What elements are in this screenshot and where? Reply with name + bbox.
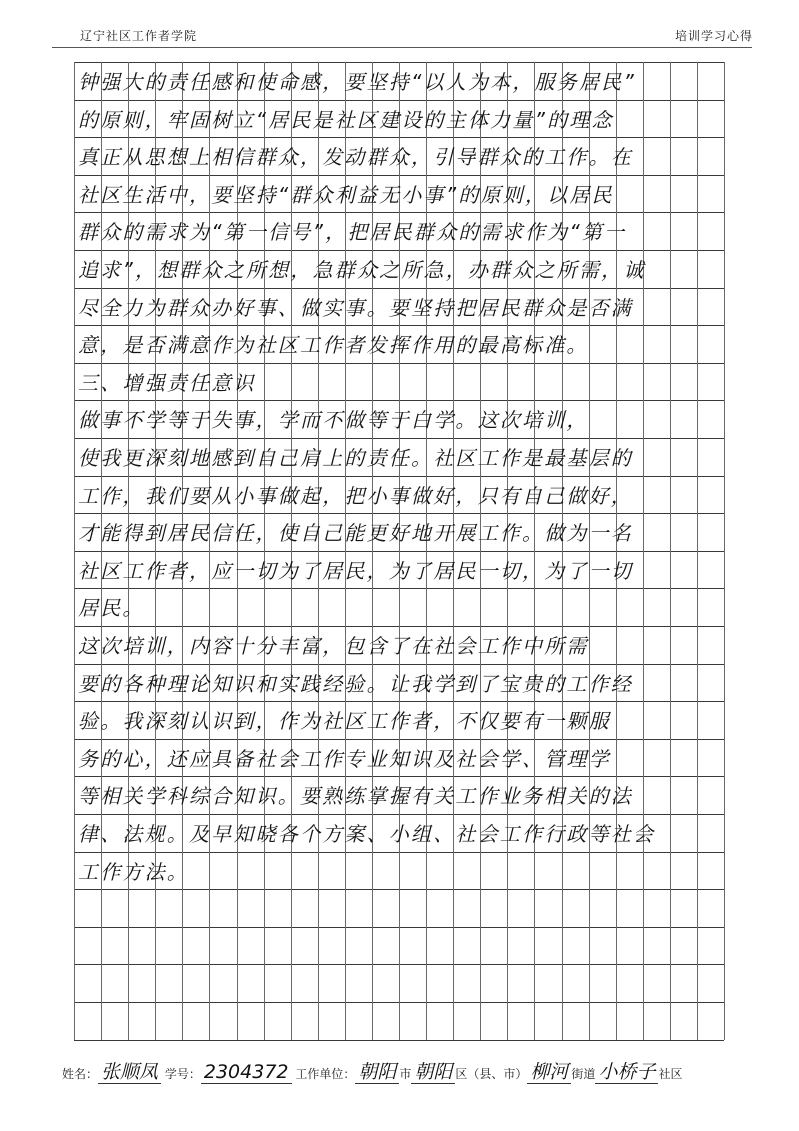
grid-rule <box>74 1040 724 1041</box>
unit-label: 工作单位： <box>295 1067 356 1081</box>
handwritten-line: 居民。 <box>78 596 145 621</box>
handwritten-line: 追求”，想群众之所想，急群众之所急，办群众之所需，诚 <box>78 258 646 282</box>
handwritten-line: 三、增强责任意识 <box>78 370 256 395</box>
handwritten-line: 意，是否满意作为社区工作者发挥作用的最高标准。 <box>78 333 589 358</box>
handwritten-line: 才能得到居民信任，使自己能更好地开展工作。做为一名 <box>78 521 633 546</box>
handwritten-line: 使我更深刻地感到自己肩上的责任。社区工作是最基层的 <box>78 446 633 470</box>
id-value: 2304372 <box>201 1061 292 1084</box>
district-label: 区（县、市） <box>455 1067 528 1081</box>
community-value: 小桥子 <box>595 1061 658 1084</box>
city-label: 市 <box>399 1067 412 1081</box>
handwritten-line: 社区工作者，应一切为了居民，为了居民一切，为了一切 <box>78 558 633 583</box>
handwritten-line: 工作，我们要从小事做起，把小事做好，只有自己做好， <box>78 483 633 508</box>
handwritten-line: 社区生活中，要坚持“群众利益无小事”的原则，以居民 <box>78 182 614 207</box>
handwritten-line: 验。我深刻认识到，作为社区工作者，不仅要有一颗服 <box>78 709 611 734</box>
handwritten-line: 尽全力为群众办好事、做实事。要坚持把居民群众是否满 <box>78 295 633 320</box>
grid-column-rule <box>724 62 725 1040</box>
handwritten-line: 真正从思想上相信群众，发动群众，引导群众的工作。在 <box>78 145 633 170</box>
writing-grid <box>74 62 724 1039</box>
handwritten-line: 等相关学科综合知识。要熟练掌握有关工作业务相关的法 <box>78 784 633 809</box>
handwritten-line: 做事不学等于失事，学而不做等于白学。这次培训， <box>78 408 589 433</box>
grid-column-rule <box>74 62 75 1040</box>
handwritten-line: 工作方法。 <box>78 859 189 884</box>
handwritten-line: 群众的需求为“第一信号”，把居民群众的需求作为“第一 <box>78 220 627 245</box>
community-label: 社区 <box>658 1067 683 1081</box>
city-value: 朝阳 <box>355 1061 399 1084</box>
handwritten-line: 这次培训，内容十分丰富，包含了在社会工作中所需 <box>78 634 589 658</box>
handwritten-line: 律、法规。及早知晓各个方案、小组、社会工作行政等社会 <box>78 822 656 846</box>
street-value: 柳河 <box>527 1061 571 1084</box>
street-label: 街道 <box>571 1067 596 1081</box>
handwritten-line: 务的心，还应具备社会工作专业知识及社会学、管理学 <box>78 746 611 771</box>
header-doc-type: 培训学习心得 <box>674 29 753 43</box>
handwritten-line: 的原则，牢固树立“居民是社区建设的主体力量”的理念 <box>78 107 614 132</box>
handwritten-line: 要的各种理论知识和实践经验。让我学到了宝贵的工作经 <box>78 671 633 696</box>
header-rule <box>52 47 752 48</box>
name-value: 张顺凤 <box>98 1061 161 1084</box>
id-label: 学号： <box>164 1067 201 1081</box>
signature-footer <box>62 1057 762 1084</box>
name-label: 姓名： <box>62 1067 99 1081</box>
header-institution: 辽宁社区工作者学院 <box>80 29 198 43</box>
handwritten-line: 钟强大的责任感和使命感，要坚持“以人为本，服务居民” <box>78 70 636 94</box>
district-value: 朝阳 <box>411 1061 455 1084</box>
